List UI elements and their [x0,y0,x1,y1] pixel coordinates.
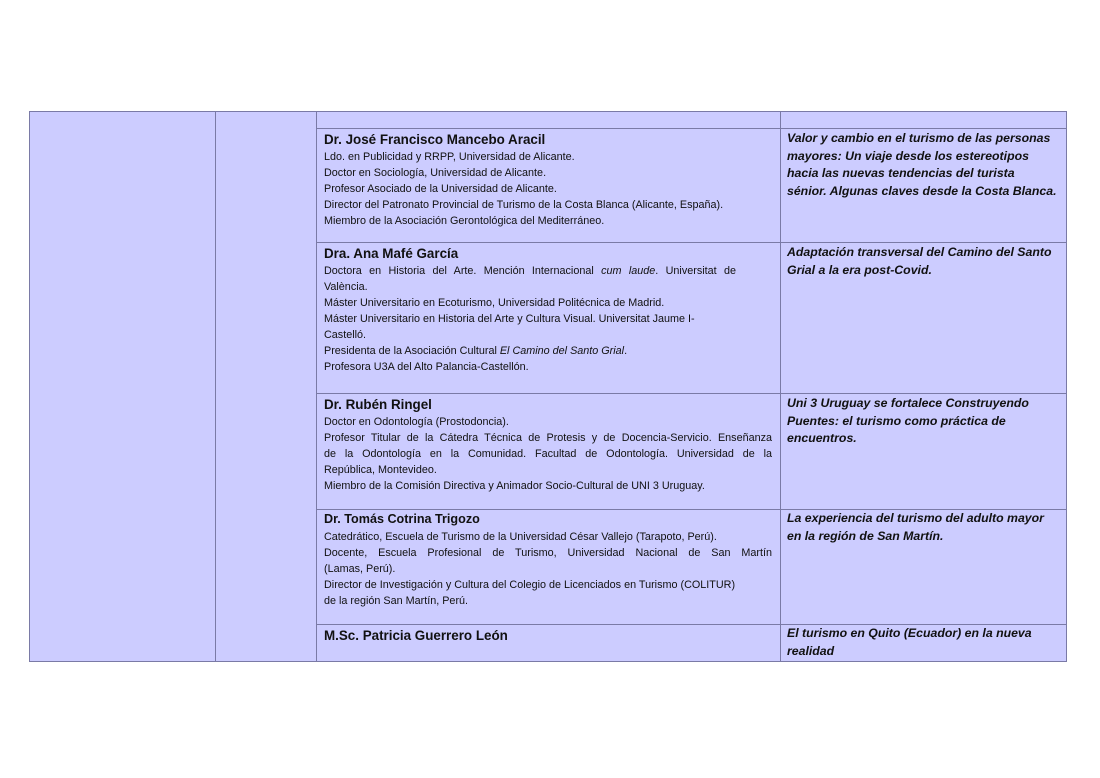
talk-title-cell [787,130,1063,200]
bio-line: Miembro de la Comisión Directiva y Animador Socio-Cultural de UNI 3 Uruguay. [324,480,705,492]
row-divider [316,128,1066,129]
speaker-cell [324,627,772,645]
speaker-name: Dra. Ana Mafé García [324,246,459,261]
column-divider [215,112,216,661]
bio-text-italic: El Camino del Santo Grial [499,345,625,357]
talk-title-line: La experiencia del turismo del adulto mayor [787,511,1044,525]
bio-line: Máster Universitario en Ecoturismo, Universidad Politécnica de Madrid. [324,297,665,309]
talk-title-line: Uni 3 Uruguay se fortalece Construyendo [787,396,1029,410]
bio-line: Profesor Asociado de la Universidad de Alicante. [324,183,557,195]
talk-title-line: El turismo en Quito (Ecuador) en la nueva [787,626,1032,640]
speaker-cell [324,396,772,494]
bio-line: València. [324,281,368,293]
bio-text: . Universitat de [655,265,736,277]
row-divider [316,242,1066,243]
bio-line: Docente, Escuela Profesional de Turismo, Universidad Nacional de San Martín [324,547,772,559]
bio-line: Profesora U3A del Alto Palancia-Castellón. [324,361,529,373]
bio-line [324,343,736,359]
row-divider [316,393,1066,394]
talk-title-line: realidad [787,643,835,658]
speaker-name: Dr. José Francisco Mancebo Aracil [324,132,546,147]
talk-title-cell [787,395,1063,448]
bio-line: de la región San Martín, Perú. [324,595,469,607]
bio-line: Catedrático, Escuela de Turismo de la Universidad César Vallejo (Tarapoto, Perú). [324,531,717,543]
bio-line: Miembro de la Asociación Gerontológica del Mediterráneo. [324,215,605,227]
talk-title-line: Grial a la era post-Covid. [787,262,932,277]
talk-title-line: hacia las nuevas tendencias del turista [787,166,1015,180]
bio-line: de la Odontología en la Comunidad. Facultad de Odontología. Universidad de la [324,448,772,460]
talk-title-line: Valor y cambio en el turismo de las personas [787,131,1051,145]
talk-title-line: encuentros. [787,431,857,445]
talk-title-cell [787,244,1063,279]
bio-line: Castelló. [324,329,367,341]
speaker-cell [324,131,774,229]
speaker-cell [324,511,772,609]
talk-title-line: en la región de San Martín. [787,528,944,543]
bio-text: Presidenta de la Asociación Cultural [324,345,500,357]
speaker-cell [324,245,736,375]
talk-title-line: Adaptación transversal del Camino del Santo [787,245,1052,259]
bio-line: Director del Patronato Provincial de Turismo de la Costa Blanca (Alicante, España). [324,199,724,211]
speaker-name: Dr. Tomás Cotrina Trigozo [324,512,480,526]
bio-line: (Lamas, Perú). [324,563,396,575]
bio-line: Director de Investigación y Cultura del Colegio de Licenciados en Turismo (COLITUR) [324,579,736,591]
bio-text-italic: cum laude [601,265,656,277]
talk-title-cell [787,510,1063,545]
column-divider [316,112,317,661]
bio-line [324,263,736,279]
speaker-name: M.Sc. Patricia Guerrero León [324,628,508,643]
bio-line: Doctor en Sociología, Universidad de Alicante. [324,167,547,179]
speakers-table [29,111,1067,662]
column-divider [780,112,781,661]
speaker-name: Dr. Rubén Ringel [324,397,432,412]
bio-line: Doctor en Odontología (Prostodoncia). [324,416,509,428]
bio-line: Ldo. en Publicidad y RRPP, Universidad de Alicante. [324,151,575,163]
bio-text: . [624,345,628,357]
talk-title-cell [787,625,1063,660]
bio-text: Doctora en Historia del Arte. Mención Internacional [324,265,602,277]
bio-line: Máster Universitario en Historia del Arte y Cultura Visual. Universitat Jaume I- [324,313,695,325]
talk-title-line: mayores: Un viaje desde los estereotipos [787,148,1029,163]
bio-line: República, Montevideo. [324,464,437,476]
talk-title-line: sénior. Algunas claves desde la Costa Blanca. [787,183,1057,198]
bio-line: Profesor Titular de la Cátedra Técnica de Protesis y de Docencia-Servicio. Enseñanza [324,432,772,444]
talk-title-line: Puentes: el turismo como práctica de [787,413,1006,428]
